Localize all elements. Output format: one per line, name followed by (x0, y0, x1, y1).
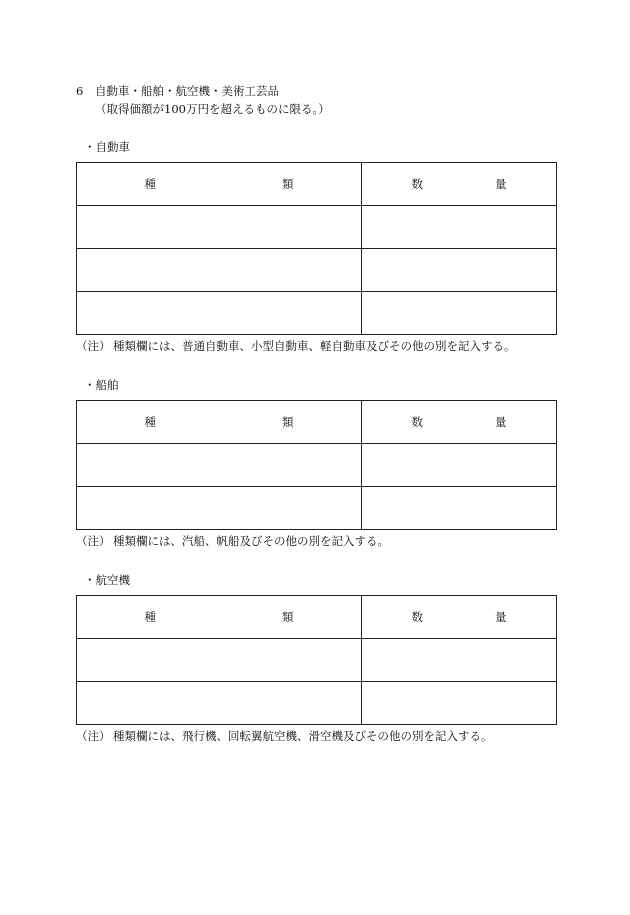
header-quantity: 数 量 (362, 163, 557, 206)
table-row (77, 206, 557, 249)
kind-cell[interactable] (77, 487, 362, 530)
note-tag: （注） (76, 339, 111, 353)
table-note (76, 728, 557, 744)
kind-cell[interactable] (77, 292, 362, 335)
table-note (76, 338, 557, 354)
quantity-cell[interactable] (362, 206, 557, 249)
header-quantity: 数 量 (362, 401, 557, 444)
section-label: ・自動車 (84, 140, 130, 154)
quantity-cell[interactable] (362, 487, 557, 530)
section-title: 自動車・船舶・航空機・美術工芸品 (95, 84, 279, 98)
header-quantity: 数 量 (362, 596, 557, 639)
quantity-cell[interactable] (362, 682, 557, 725)
note-text: 種類欄には、飛行機、回転翼航空機、滑空機及びその他の別を記入する。 (113, 729, 493, 743)
quantity-cell[interactable] (362, 444, 557, 487)
note-text: 種類欄には、汽船、帆船及びその他の別を記入する。 (113, 534, 389, 548)
table-header-row (77, 401, 557, 444)
table-row (77, 249, 557, 292)
aircraft-table (76, 595, 557, 725)
note-text: 種類欄には、普通自動車、小型自動車、軽自動車及びその他の別を記入する。 (113, 339, 516, 353)
kind-cell[interactable] (77, 682, 362, 725)
table-row (77, 292, 557, 335)
table-row (77, 639, 557, 682)
header-kind: 種 類 (77, 163, 362, 206)
quantity-cell[interactable] (362, 292, 557, 335)
table-note (76, 533, 557, 549)
header-kind: 種 類 (77, 401, 362, 444)
kind-cell[interactable] (77, 249, 362, 292)
kind-cell[interactable] (77, 444, 362, 487)
automobile-table (76, 162, 557, 335)
header-kind: 種 類 (77, 596, 362, 639)
kind-cell[interactable] (77, 639, 362, 682)
ship-table (76, 400, 557, 530)
table-row (77, 444, 557, 487)
section-heading (76, 83, 279, 99)
section-label: ・船舶 (84, 378, 119, 392)
kind-cell[interactable] (77, 206, 362, 249)
table-row (77, 487, 557, 530)
section-ship (76, 378, 557, 549)
section-number: 6 (76, 84, 84, 98)
section-aircraft (76, 573, 557, 744)
note-tag: （注） (76, 729, 111, 743)
table-header-row (77, 596, 557, 639)
table-header-row (77, 163, 557, 206)
table-row (77, 682, 557, 725)
note-tag: （注） (76, 534, 111, 548)
section-automobile (76, 140, 557, 354)
section-label: ・航空機 (84, 573, 130, 587)
section-subheading: （取得価額が100万円を超えるものに限る。） (95, 102, 330, 116)
quantity-cell[interactable] (362, 249, 557, 292)
quantity-cell[interactable] (362, 639, 557, 682)
